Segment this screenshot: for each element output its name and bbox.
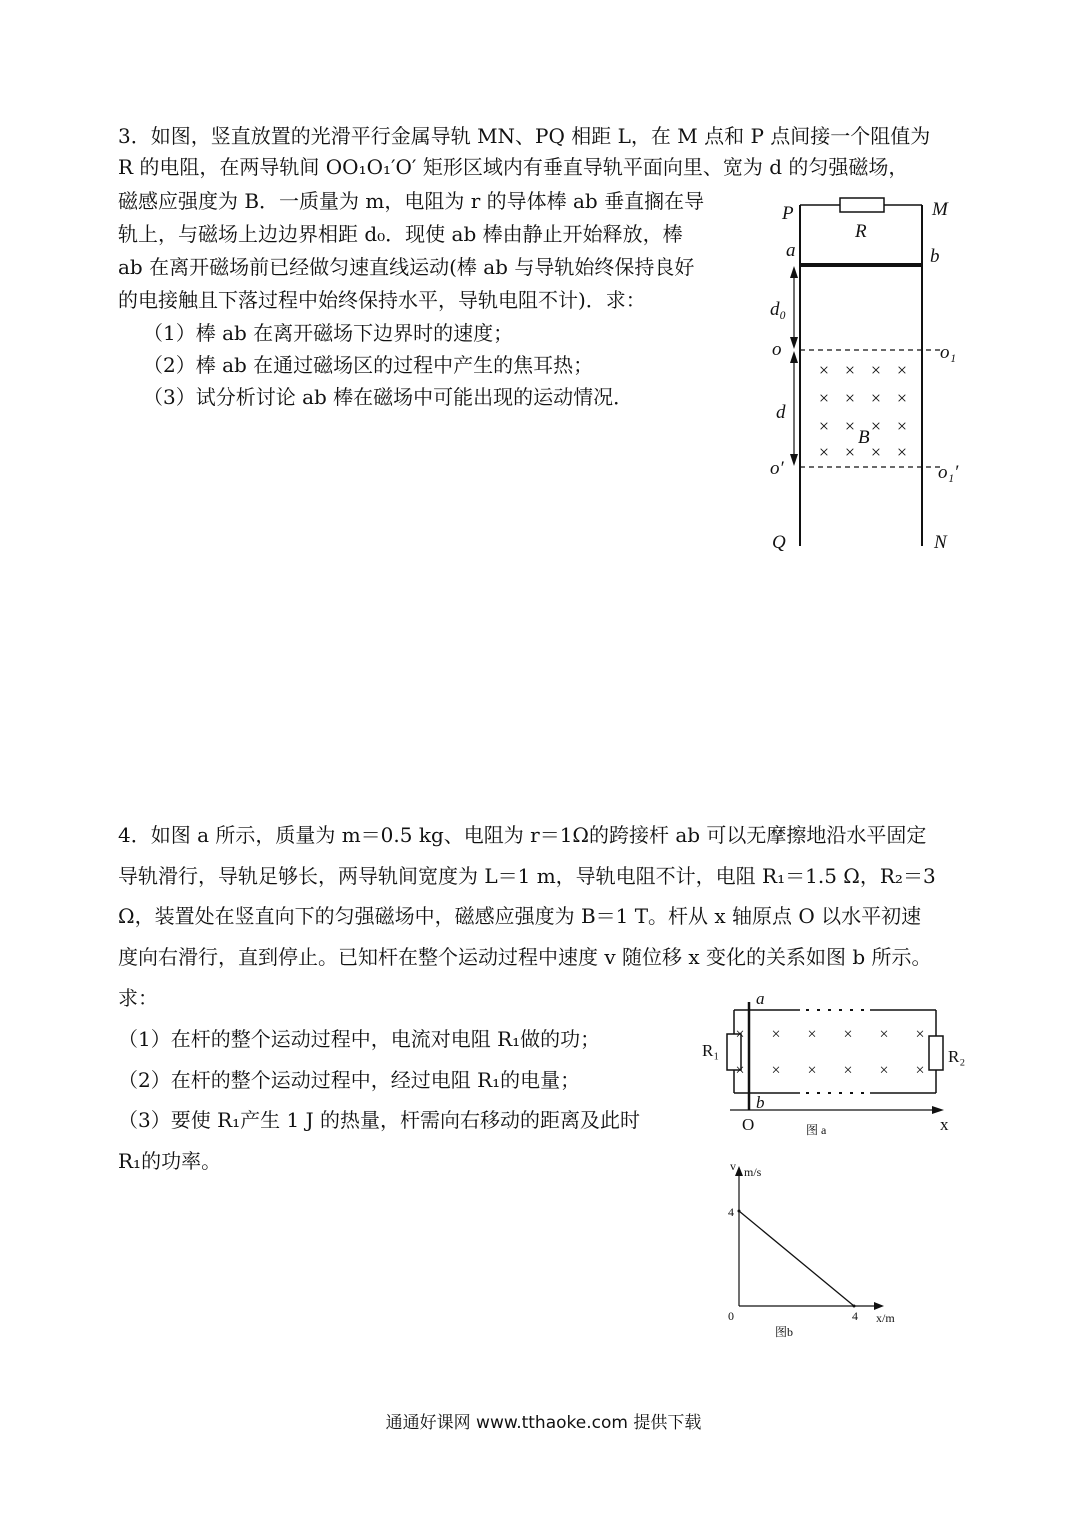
label-N: N: [934, 532, 947, 553]
field-mark: ×: [843, 1062, 853, 1079]
origin-label: 0: [728, 1309, 734, 1323]
label-M: M: [932, 199, 948, 220]
label-B: B: [858, 427, 870, 448]
field-mark: ×: [818, 416, 830, 436]
axis-v-label: v: [730, 1159, 736, 1173]
field-mark: ×: [896, 416, 908, 436]
label-a: a: [756, 989, 765, 1008]
label-origin-O: O: [742, 1115, 755, 1134]
field-mark: ×: [896, 442, 908, 462]
field-mark: ×: [879, 1062, 889, 1079]
field-mark: ×: [844, 388, 856, 408]
problem4-question-2: （2）在杆的整个运动过程中，经过电阻 R₁的电量；: [118, 1068, 581, 1092]
problem3-line-5: ab 在离开磁场前已经做匀速直线运动(棒 ab 与导轨始终保持良好: [118, 255, 695, 279]
problem4-question-3-cont: R₁的功率。: [118, 1149, 222, 1173]
label-Q: Q: [772, 532, 786, 553]
field-mark: ×: [844, 416, 856, 436]
field-mark: ×: [843, 1026, 853, 1043]
problem4-line-5: 求：: [118, 986, 158, 1010]
axis-x-label: x/m: [876, 1311, 895, 1325]
field-mark: ×: [870, 442, 882, 462]
label-b: b: [930, 246, 940, 267]
vx-series: [738, 1210, 856, 1308]
field-mark: ×: [915, 1062, 925, 1079]
problem4-question-1: （1）在杆的整个运动过程中，电流对电阻 R₁做的功；: [118, 1027, 601, 1051]
field-mark: ×: [818, 360, 830, 380]
field-mark: ×: [818, 388, 830, 408]
problem3-question-2: （2）棒 ab 在通过磁场区的过程中产生的焦耳热；: [143, 353, 594, 377]
field-mark: ×: [870, 416, 882, 436]
label-x-axis: x: [940, 1115, 949, 1134]
field-mark: ×: [870, 360, 882, 380]
field-mark: ×: [896, 360, 908, 380]
vx-point: [853, 1305, 856, 1308]
problem3-line-1: 3．如图，竖直放置的光滑平行金属导轨 MN、PQ 相距 L，在 M 点和 P 点间接一个阻值为: [118, 124, 931, 148]
label-b: b: [756, 1093, 765, 1112]
label-o1-prime: o₁′: [938, 462, 959, 483]
problem4-line-2: 导轨滑行，导轨足够长，两导轨间宽度为 L＝1 m，导轨电阻不计，电阻 R₁＝1.5 Ω，R₂＝3: [118, 864, 936, 888]
field-mark: ×: [879, 1026, 889, 1043]
field-mark: ×: [735, 1062, 745, 1079]
field-mark: ×: [896, 388, 908, 408]
field-mark: ×: [735, 1026, 745, 1043]
label-o-prime: o′: [770, 458, 784, 479]
field-mark: ×: [818, 442, 830, 462]
field-mark: ×: [771, 1062, 781, 1079]
vx-point: [738, 1210, 741, 1213]
problem3-line-3: 磁感应强度为 B．一质量为 m，电阻为 r 的导体棒 ab 垂直搁在导: [118, 189, 705, 213]
figure-a-caption: 图 a: [806, 1123, 827, 1137]
field-mark: ×: [807, 1062, 817, 1079]
field-mark: ×: [771, 1026, 781, 1043]
problem3-line-4: 轨上，与磁场上边边界相距 d₀．现使 ab 棒由静止开始释放，棒: [118, 222, 683, 246]
field-mark: ×: [844, 442, 856, 462]
y-tick-label: 4: [728, 1205, 734, 1219]
problem4-question-3: （3）要使 R₁产生 1 J 的热量，杆需向右移动的距离及此时: [118, 1108, 640, 1132]
field-mark: ×: [807, 1026, 817, 1043]
problem4-line-1: 4．如图 a 所示，质量为 m＝0.5 kg、电阻为 r＝1Ω的跨接杆 ab 可以无摩擦地沿水平固定: [118, 823, 927, 847]
figure-b-caption: 图b: [775, 1325, 794, 1339]
field-mark: ×: [870, 388, 882, 408]
label-a: a: [786, 240, 796, 261]
field-mark: ×: [844, 360, 856, 380]
label-o: o: [772, 339, 782, 360]
x-tick-label: 4: [852, 1309, 858, 1323]
label-o1: o₁: [940, 342, 957, 363]
label-R2: R₂: [948, 1047, 966, 1066]
problem3-line-2: R 的电阻，在两导轨间 OO₁O₁′O′ 矩形区域内有垂直导轨平面向里、宽为 d 的匀强磁场，: [118, 155, 909, 179]
label-d0: d₀: [770, 299, 787, 320]
problem4-line-3: Ω，装置处在竖直向下的匀强磁场中，磁感应强度为 B＝1 T。杆从 x 轴原点 O 以水平初速: [118, 904, 922, 928]
vx-line: [739, 1211, 854, 1306]
label-P: P: [782, 203, 794, 224]
label-R1: R₁: [702, 1041, 720, 1060]
label-d: d: [776, 402, 786, 423]
axis-v-unit: m/s: [744, 1165, 762, 1179]
problem3-question-1: （1）棒 ab 在离开磁场下边界时的速度；: [143, 321, 514, 345]
field-mark: ×: [915, 1026, 925, 1043]
problem3-question-3: （3）试分析讨论 ab 棒在磁场中可能出现的运动情况．: [143, 385, 634, 409]
page-footer: 通通好课网 www.tthaoke.com 提供下载: [385, 1413, 702, 1433]
label-R: R: [855, 221, 867, 242]
problem3-line-6: 的电接触且下落过程中始终保持水平，导轨电阻不计)．求：: [118, 288, 646, 312]
problem4-line-4: 度向右滑行，直到停止。已知杆在整个运动过程中速度 v 随位移 x 变化的关系如图 b 所示。: [118, 945, 932, 969]
